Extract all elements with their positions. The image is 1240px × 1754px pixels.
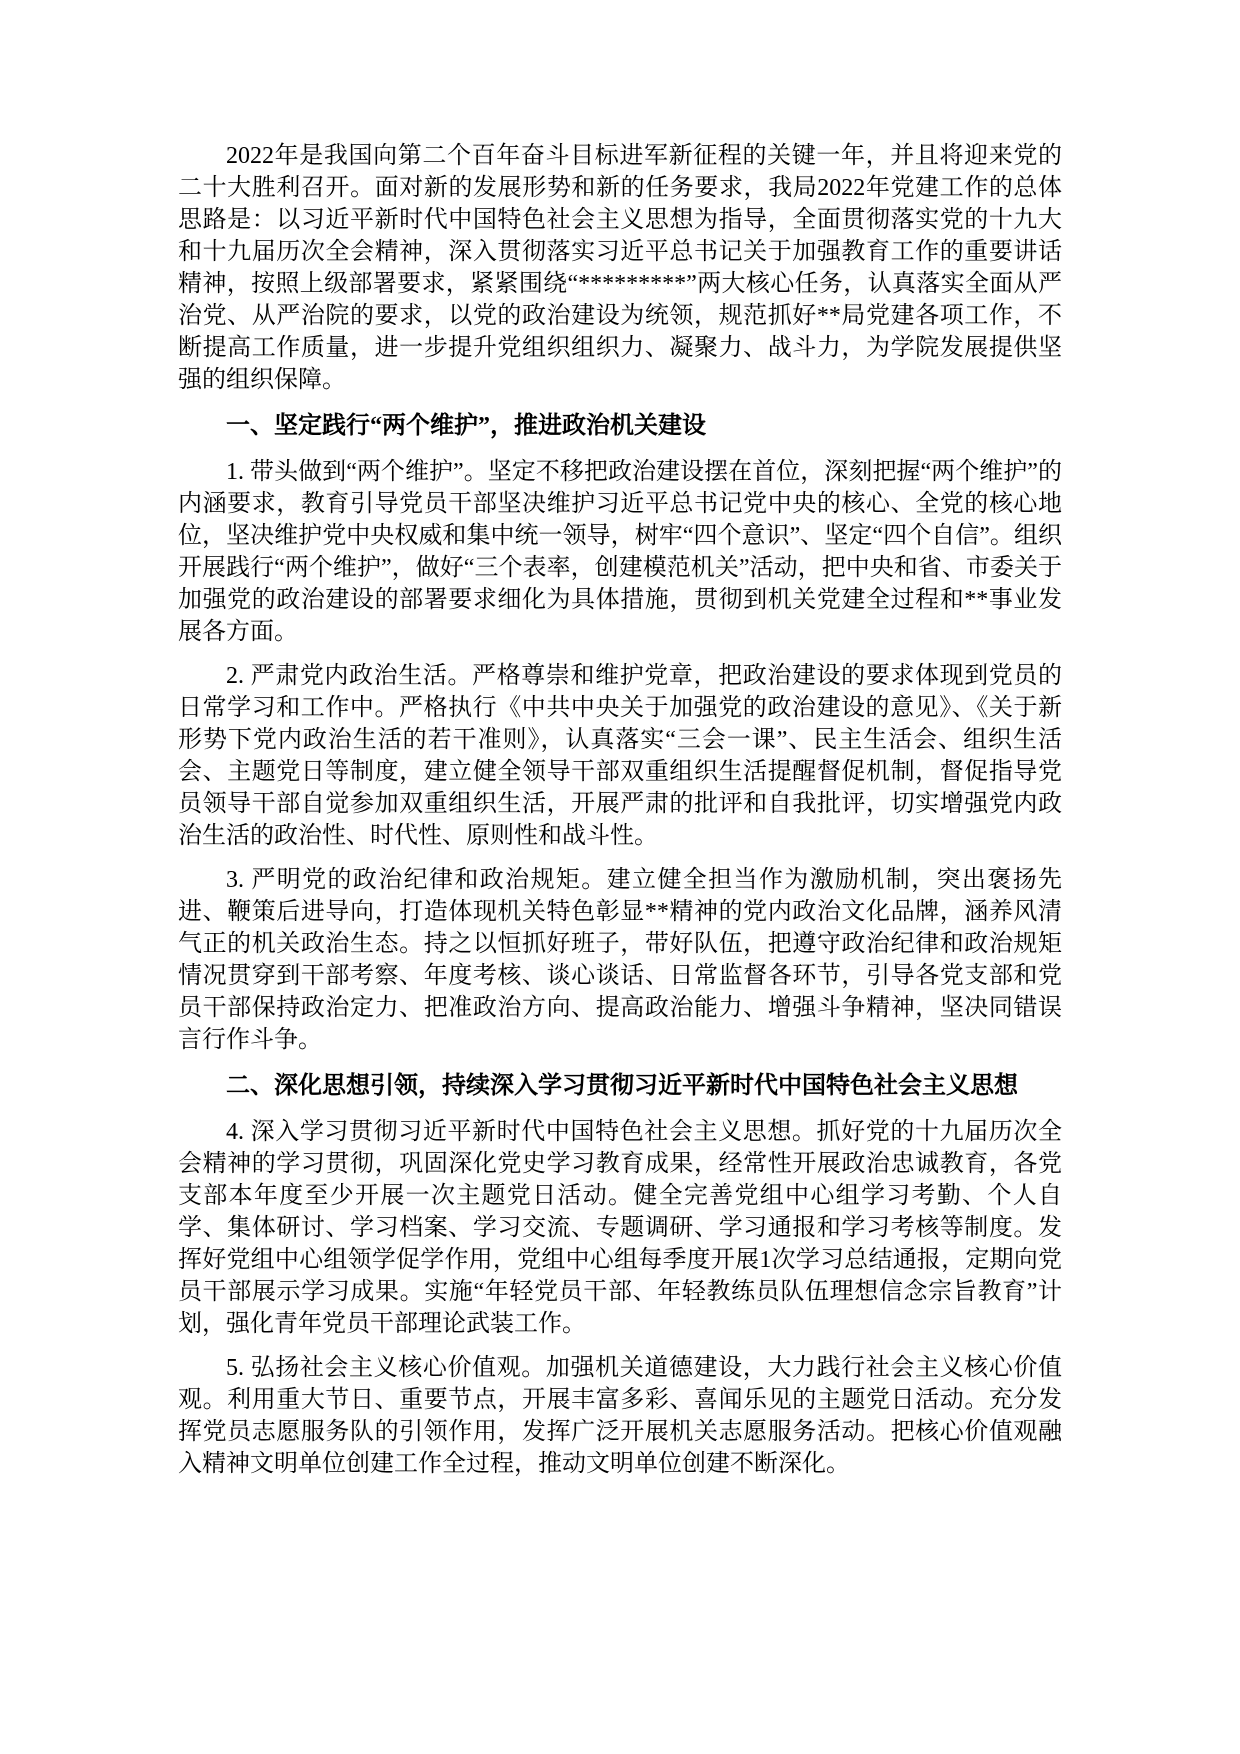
section-heading-1: 一、坚定践行“两个维护”，推进政治机关建设 [226,413,706,439]
paragraph-item-3: 3. 严明党的政治纪律和政治规矩。建立健全担当作为激励机制，突出褒扬先进、鞭策后进导向，打造体现机关特色彰显**精神的党内政治文化品牌，涵养风清气正的机关政治生态。持之以恒抓好班子，带好队伍，把遵守政治纪律和政治规矩情况贯穿到干部考察、年度考核、谈心谈话、日常监督各环节，引导各党支部和党员干部保持政治定力、把准政治方向、提高政治能力、增强斗争精神，坚决同错误言行作斗争。 [178,867,1062,1053]
paragraph-item-4: 4. 深入学习贯彻习近平新时代中国特色社会主义思想。抓好党的十九届历次全会精神的学习贯彻，巩固深化党史学习教育成果，经常性开展政治忠诚教育，各党支部本年度至少开展一次主题党日活动。健全完善党组中心组学习考勤、个人自学、集体研讨、学习档案、学习交流、专题调研、学习通报和学习考核等制度。发挥好党组中心组领学促学作用，党组中心组每季度开展1次学习总结通报，定期向党员干部展示学习成果。实施“年轻党员干部、年轻教练员队伍理想信念宗旨教育”计划，强化青年党员干部理论武装工作。 [178,1119,1062,1337]
paragraph-item-2: 2. 严肃党内政治生活。严格尊崇和维护党章，把政治建设的要求体现到党员的日常学习和工作中。严格执行《中共中央关于加强党的政治建设的意见》、《关于新形势下党内政治生活的若干准则》，认真落实“三会一课”、民主生活会、组织生活会、主题党日等制度，建立健全领导干部双重组织生活提醒督促机制，督促指导党员领导干部自觉参加双重组织生活，开展严肃的批评和自我批评，切实增强党内政治生活的政治性、时代性、原则性和战斗性。 [178,663,1062,849]
paragraph-item-1: 1. 带头做到“两个维护”。坚定不移把政治建设摆在首位，深刻把握“两个维护”的内涵要求，教育引导党员干部坚决维护习近平总书记党中央的核心、全党的核心地位，坚决维护党中央权威和集中统一领导，树牢“四个意识”、坚定“四个自信”。组织开展践行“两个维护”，做好“三个表率，创建模范机关”活动，把中央和省、市委关于加强党的政治建设的部署要求细化为具体措施，贯彻到机关党建全过程和**事业发展各方面。 [178,459,1062,645]
intro-paragraph: 2022年是我国向第二个百年奋斗目标进军新征程的关键一年，并且将迎来党的二十大胜利召开。面对新的发展形势和新的任务要求，我局2022年党建工作的总体思路是：以习近平新时代中国特色社会主义思想为指导，全面贯彻落实党的十九大和十九届历次全会精神，深入贯彻落实习近平总书记关于加强教育工作的重要讲话精神，按照上级部署要求，紧紧围绕“*********”两大核心任务，认真落实全面从严治党、从严治院的要求，以党的政治建设为统领，规范抓好**局党建各项工作，不断提高工作质量，进一步提升党组织组织力、凝聚力、战斗力，为学院发展提供坚强的组织保障。 [178,143,1062,393]
paragraph-item-5: 5. 弘扬社会主义核心价值观。加强机关道德建设，大力践行社会主义核心价值观。利用重大节日、重要节点，开展丰富多彩、喜闻乐见的主题党日活动。充分发挥党员志愿服务队的引领作用，发挥广泛开展机关志愿服务活动。把核心价值观融入精神文明单位创建工作全过程，推动文明单位创建不断深化。 [178,1355,1062,1477]
section-heading-2: 二、深化思想引领，持续深入学习贯彻习近平新时代中国特色社会主义思想 [226,1073,1018,1099]
